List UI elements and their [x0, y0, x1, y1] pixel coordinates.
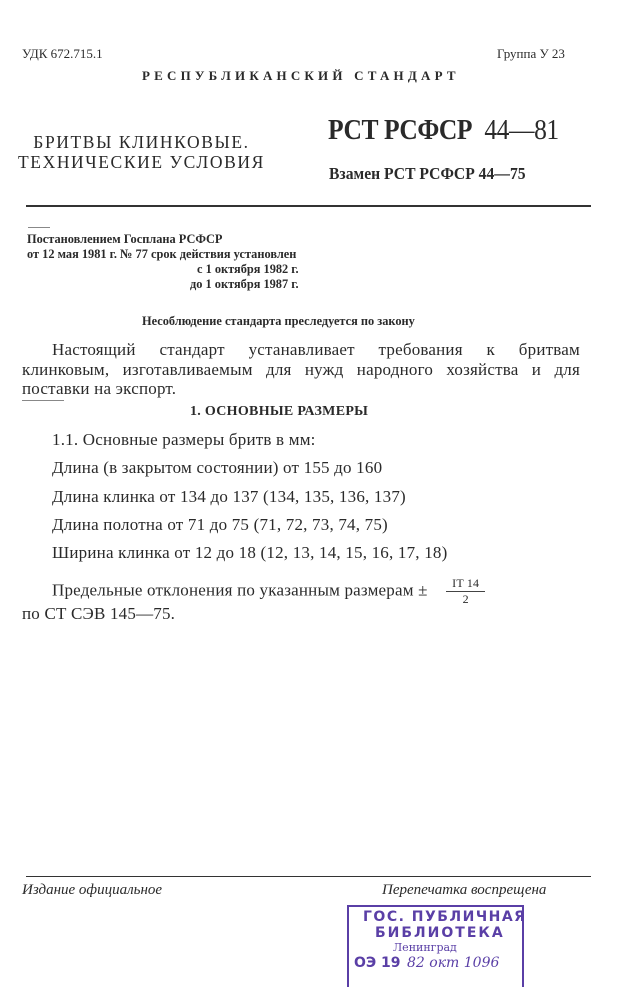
stamp-line-2: БИБЛИОТЕКА [375, 925, 505, 941]
legal-warning: Несоблюдение стандарта преследуется по закону [142, 313, 415, 328]
tolerance-text: Предельные отклонения по указанным размерам ± [52, 580, 428, 600]
clause-1-1: 1.1. Основные размеры бритв в мм: [52, 430, 316, 449]
dimension-item: Длина клинка от 134 до 137 (134, 135, 136, 137) [52, 487, 406, 506]
standard-code-prefix: РСТ РСФСР [328, 114, 473, 146]
intro-line-1: Настоящий стандарт устанавливает требования к бритвам [52, 340, 580, 359]
tolerance-reference: по СТ СЭВ 145—75. [22, 604, 176, 623]
title-line-2: ТЕХНИЧЕСКИЕ УСЛОВИЯ [18, 152, 265, 172]
dimension-item: Ширина клинка от 12 до 18 (12, 13, 14, 15, 16, 17, 18) [52, 543, 448, 562]
standard-category: РЕСПУБЛИКАНСКИЙ СТАНДАРТ [142, 68, 460, 83]
udc-code: УДК 672.715.1 [22, 46, 103, 61]
intro-line-2: клинковым, изготавливаемым для нужд народного хозяйства и для [22, 360, 580, 379]
print-speck [22, 400, 64, 401]
title-line-1: БРИТВЫ КЛИНКОВЫЕ. [33, 132, 250, 152]
group-code: Группа У 23 [497, 46, 565, 61]
footer-official-edition: Издание официальное [22, 882, 163, 898]
header-divider [26, 205, 591, 207]
tolerance-fraction [446, 576, 485, 607]
tolerance-line [52, 576, 485, 607]
intro-line-3: поставки на экспорт. [22, 379, 177, 398]
footer-reprint-prohibited: Перепечатка воспрещена [382, 882, 547, 898]
dimension-item: Длина полотна от 71 до 75 (71, 72, 73, 74, 75) [52, 515, 388, 534]
print-speck [28, 227, 50, 228]
stamp-handwritten-number: 82 окт 1096 [407, 955, 500, 971]
fraction-denominator: 2 [462, 592, 469, 606]
standard-code [328, 114, 559, 147]
decree-line-1: Постановлением Госплана РСФСР [27, 231, 223, 246]
fraction-numerator: IT 14 [446, 576, 485, 592]
library-stamp [347, 905, 527, 987]
standard-title [18, 132, 265, 172]
standard-code-number: 44—81 [484, 114, 559, 146]
stamp-line-1: ГОС. ПУБЛИЧНАЯ [363, 909, 527, 925]
replaces-standard: Взамен РСТ РСФСР 44—75 [329, 164, 526, 183]
decree-line-2: от 12 мая 1981 г. № 77 срок действия установлен [27, 246, 297, 261]
decree-valid-from: с 1 октября 1982 г. [197, 261, 299, 276]
section-heading: 1. ОСНОВНЫЕ РАЗМЕРЫ [190, 404, 369, 419]
stamp-line-3: Ленинград [393, 941, 457, 954]
stamp-line-4: ОЭ 19 [354, 955, 401, 971]
decree-valid-until: до 1 октября 1987 г. [190, 276, 299, 291]
footer-divider [26, 876, 591, 877]
dimension-item: Длина (в закрытом состоянии) от 155 до 160 [52, 458, 383, 477]
